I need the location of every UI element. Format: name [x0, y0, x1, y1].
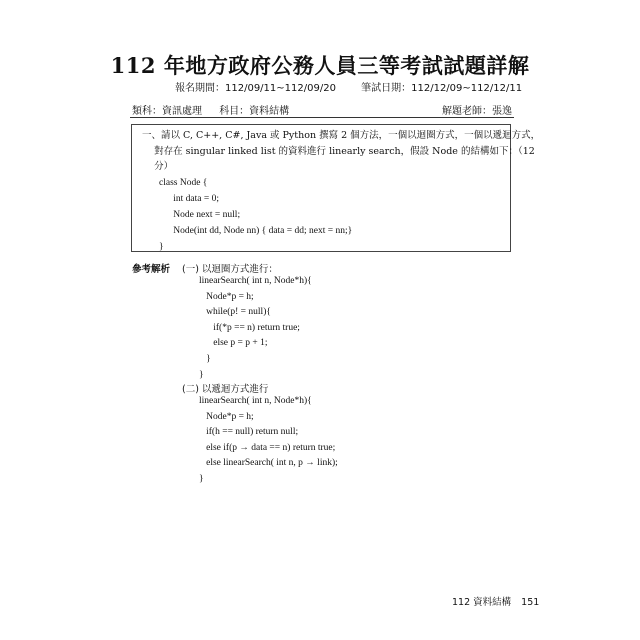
code-line: while(p! = null){ [199, 307, 271, 318]
code-line: Node*p = h; [199, 411, 254, 422]
code-line: Node(int dd, Node nn) { data = dd; next = nn;} [159, 226, 353, 236]
question-line: 一、請以 C, C++, C#, Java 或 Python 撰寫 2 個方法，一個以迴圈方式，一個以遞迴方式， [142, 130, 541, 141]
exam-date: 筆試日期：112/12/09~112/12/11 [361, 83, 523, 94]
subject-label: 科目：資料結構 [219, 106, 290, 117]
code-line: } [199, 473, 204, 484]
answer-part2-heading: (二) 以遞迴方式進行 [182, 384, 269, 395]
footer-label: 112 資料結構 [452, 597, 512, 608]
code-line: Node next = null; [159, 210, 241, 220]
code-line: } [199, 369, 204, 380]
category-label: 類科：資訊處理 [132, 106, 202, 117]
question-line: 分） [142, 161, 174, 172]
answer-part2-code [199, 394, 338, 488]
code-line: } [159, 242, 164, 252]
code-line: linearSearch( int n, Node*h){ [199, 276, 312, 286]
teacher-label: 解題老師：張逸 [442, 106, 512, 117]
code-line: Node*p = h; [199, 291, 254, 302]
page-title: 112 年地方政府公務人員三等考試試題詳解 [110, 53, 530, 78]
answer-part1-heading: (一) 以迴圈方式進行： [182, 264, 278, 275]
registration-period: 報名期間：112/09/11~112/09/20 [175, 83, 336, 94]
code-line: else p = p + 1; [199, 338, 268, 349]
page-footer [452, 594, 539, 608]
code-line: if(*p == n) return true; [199, 322, 300, 333]
header-divider [130, 117, 514, 118]
code-line: else if(p → data == n) return true; [199, 442, 336, 453]
question-line: 對存在 singular linked list 的資料進行 linearly search，假設 Node 的結構如下：（12 [142, 145, 535, 157]
code-line: else linearSearch( int n, p → link); [199, 458, 338, 469]
answer-label: 參考解析 [132, 264, 171, 275]
exam-dates [175, 79, 544, 94]
code-line: int data = 0; [159, 194, 219, 204]
answer-part1-code [199, 274, 312, 383]
question-text [142, 128, 541, 175]
code-line: linearSearch( int n, Node*h){ [199, 396, 312, 406]
exam-meta [132, 102, 512, 117]
page-number: 151 [521, 597, 540, 608]
code-line: } [199, 353, 211, 364]
question-code [159, 175, 352, 255]
code-line: if(h == null) return null; [199, 427, 299, 438]
code-line: class Node { [159, 178, 208, 188]
